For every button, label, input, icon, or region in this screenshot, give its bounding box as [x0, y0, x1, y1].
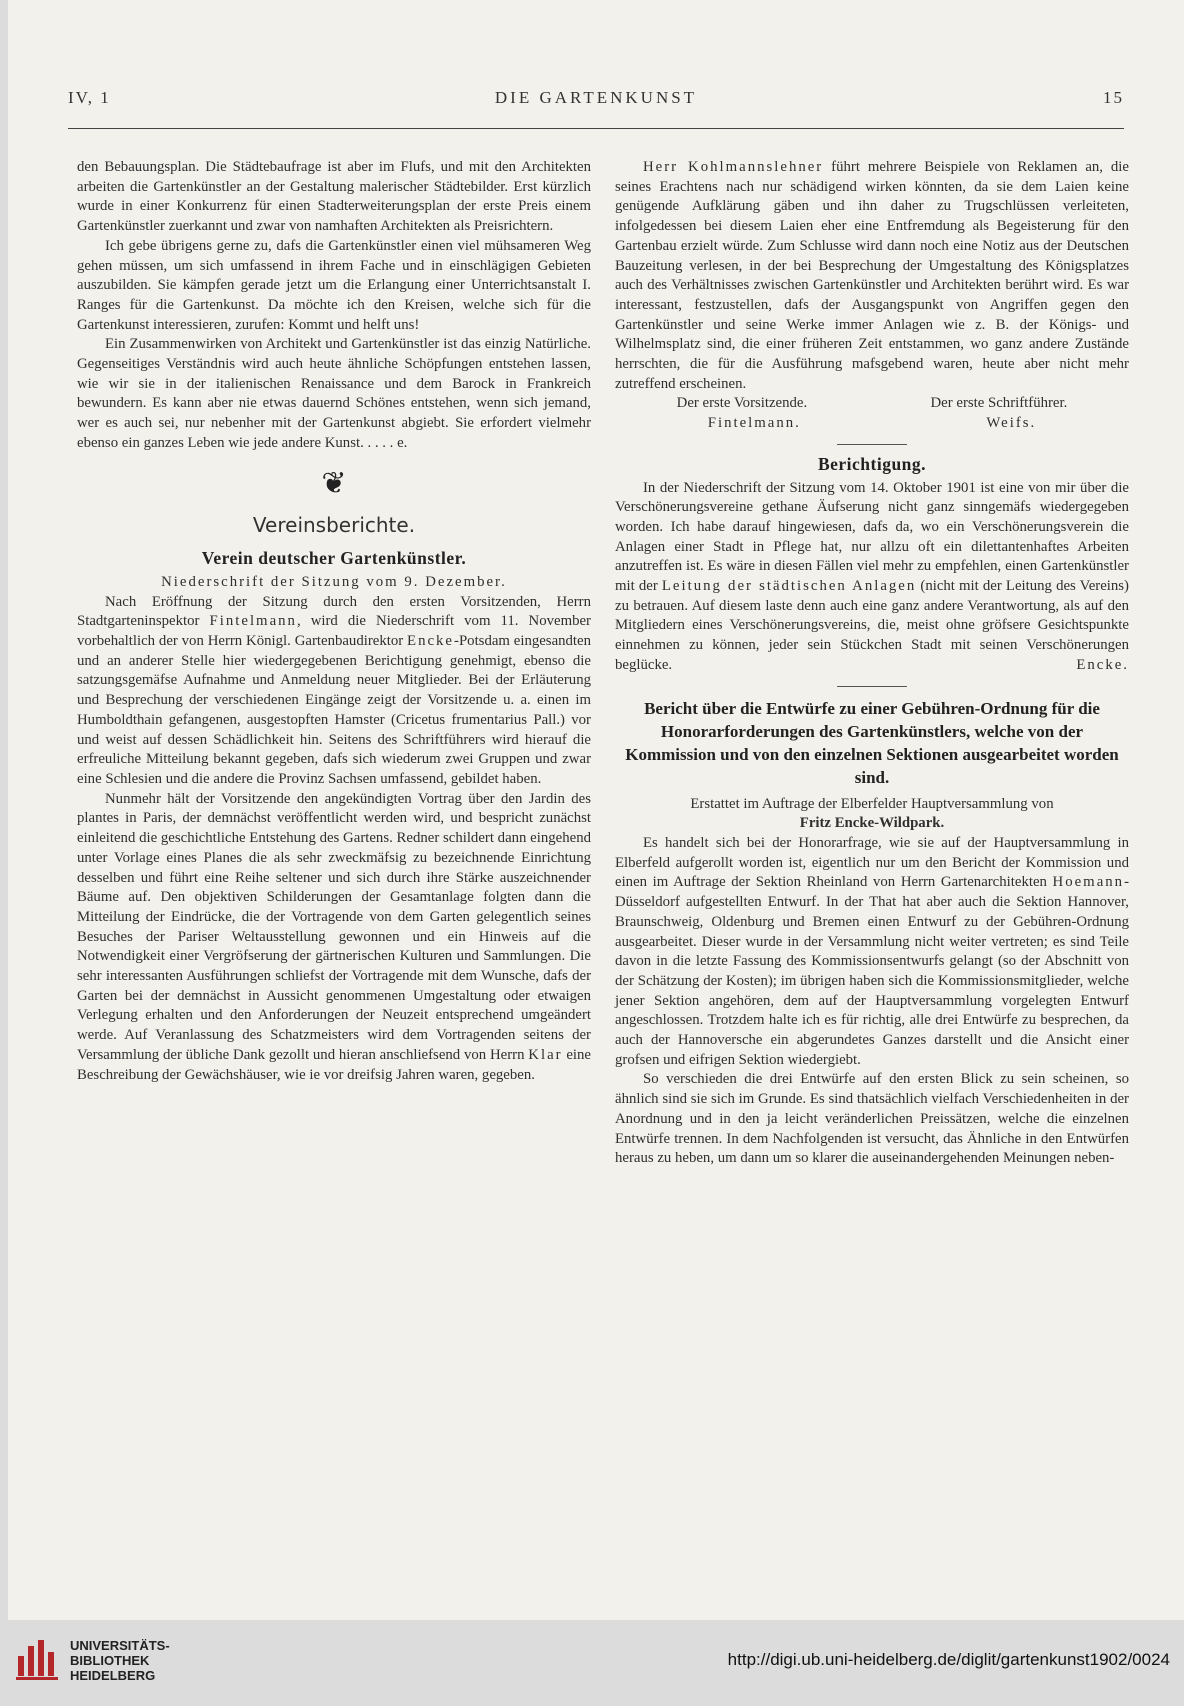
paragraph: Ein Zusammenwirken von Architekt und Gartenkünstler ist das einzig Natürliche. Gegenseitiges Verständnis wird auch heute ähnliche Schöpfungen entstehen lassen, wie wir sie in der italienischen Renaissance und dem Barock in Frankreich bewundern. Es kann aber nie etwas dauernd Schönes entstehen, wenn sich jemand, wer es auch sei, nur nebenher mit der Gartenkunst abgiebt. Sie erfordert vielmehr ebenso ein ganzes Leben wie jede andere Kunst. . . . . e.: [77, 336, 591, 451]
paragraph: Nunmehr hält der Vorsitzende den angekündigten Vortrag über den Jardin des plantes in Paris, der demnächst veröffentlicht werden wird, und bespricht zunächst einleitend die geschichtliche Entstehung des Gartens. Redner schildert dann eingehend unter Vorlage eines Planes die als sehr zweckmäfsig zu bezeichnende Einrichtung desselben und führt eine Reihe seltener und sich durch ihre Stärke auszeichnender Bäume auf. Den objektiven Schilderungen der Gesamtanlage folgten dann die Mitteilung der Eindrücke, die der Vortragende von dem Garten gelegentlich seines Besuches der Pariser Weltausstellung gewonnen und ein Hinweis auf die Notwendigkeit einer Vergröfserung der gärtnerischen Kulturen und Sammlungen. Die sehr interessanten Ausführungen schliefst der Vortragende mit dem Wunsche, dafs der Garten bei der demnächst in Aussicht genommenen Umgestaltung oder etwaigen Verlegung erhalten und den Anforderungen der Neuzeit entsprechend umgeändert werde. Auf Veranlassung des Schatzmeisters wird dem Vortragenden seitens der Versammlung der übliche Dank gezollt und hieran anschliefsend von Herrn Klar eine Beschreibung der Gewächshäuser, wie ie vor dreifsig Jahren waren, gegeben.: [77, 790, 591, 1083]
signature-roles: Der erste Vorsitzende. Der erste Schriftführer.: [676, 395, 1068, 412]
left-column: [77, 158, 591, 1085]
correction-title: Berichtigung.: [817, 453, 927, 474]
scanned-page: [8, 0, 1184, 1620]
paragraph: Nach Eröffnung der Sitzung durch den ersten Vorsitzenden, Herrn Stadtgarteninspektor Fintelmann, wird die Niederschrift vom 11. November vorbehaltlich der von Herrn Königl. Gartenbaudirektor Encke-Potsdam eingesandten und an anderer Stelle hier wiedergegebenen Berichtigung genehmigt, ebenso die satzungsgemäfse Aufnahme und Anmeldung neuer Mitglieder. Bei der Erläuterung und Besprechung der verschiedenen Eingänge zeigt der Vorsitzende u. a. einen im Humboldthain gefangenen, ausgestopften Hamster (Cricetus frumentarius Pall.) vor und weist auf dessen Schädlichkeit hin. Seitens des Schriftführers wird hierauf die erfreuliche Mitteilung bekannt gegeben, dafs sich wiederum zwei Gruppen und zwar eine Schlesien und die andere die Provinz Sachsen umfassend, gebildet haben.: [77, 593, 592, 787]
paragraph: Herr Kohlmannslehner führt mehrere Beispiele von Reklamen an, die seines Erachtens nach nur schädigend wirken könnten, da sie dem Laien keine genügende Aufklärung gäben und ihn daher zu Trugschlüssen verleiteten, infolgedessen bei diesem Laien eher eine Entfremdung als Begeisterung für den Gartenbau erzielt würde. Zum Schlusse wird dann noch eine Notiz aus der Deutschen Bauzeitung verlesen, in der bei Besprechung der Umgestaltung des Königsplatzes auch des Verhältnisses zwischen Gartenkünstler und Architekten berührt wird. Es war interessant, festzustellen, dafs der Ausgangspunkt von Angriffen gegen den Gartenkünstler und seine Werke immer Anlagen wie z. B. der Königs- und Wilhelmsplatz sind, die einer früheren Zeit entstammen, wo ganz andere Zustände herrschten, die für die Ausführung mafsgebend waren, heute aber nicht mehr zutreffend erscheinen.: [615, 159, 1129, 392]
paragraph: So verschieden die drei Entwürfe auf den ersten Blick zu sein scheinen, so ähnlich sind sie sich im Grunde. Es sind thatsächlich vielfach Verschiedenheiten in der Anordnung und in den ja leicht veränderlichen Preissätzen, welche die einzelnen Entwürfe trennen. In dem Nachfolgenden ist versucht, das Ähnliche in den Entwürfen heraus zu heben, um dann um so klarer die auseinandergehenden Meinungen neben-: [615, 1071, 1129, 1167]
volume-number: IV, 1: [68, 88, 111, 107]
library-footer: [0, 1620, 1184, 1706]
paragraph: den Bebauungsplan. Die Städtebaufrage ist aber im Flufs, und mit den Architekten arbeiten die Gartenkünstler an der Gestaltung malerischer Städtebilder. Erst kürzlich wurde in einer Konkurrenz für einen Stadterweiterungsplan der erste Preis einem Gartenkünstler zuerkannt und zwar von namhaften Architekten als Preisrichtern.: [77, 159, 591, 235]
paragraph: Ich gebe übrigens gerne zu, dafs die Gartenkünstler einen viel mühsameren Weg gehen müssen, um sich umfassend in ihrem Fache und in einschlägigen Gebieten auszubilden. Sie kämpfen gerade jetzt um die Erlangung einer Unterrichtsanstalt I. Ranges für die Gartenkunst. Da möchte ich den Kreisen, welche sich für die Gartenkunst interessieren, zurufen: Kommt und helft uns!: [77, 237, 591, 333]
right-column: [615, 158, 1129, 1169]
library-logo-icon: [14, 1636, 60, 1682]
report-byline: Erstattet im Auftrage der Elberfelder Hauptversammlung von: [690, 795, 1054, 812]
signature-names: Fintelmann. Weifs.: [707, 415, 1037, 432]
permalink[interactable]: http://digi.ub.uni-heidelberg.de/diglit/gartenkunst1902/0024: [727, 1650, 1170, 1669]
club-title: Verein deutscher Gartenkünstler.: [201, 548, 467, 569]
report-author: Fritz Encke-Wildpark.: [799, 815, 945, 832]
flower-ornament-icon: ❦: [321, 466, 347, 500]
paragraph: In der Niederschrift der Sitzung vom 14. Oktober 1901 ist eine von mir über die Verschönerungsvereine gethane Äufserung nicht ganz sinngemäfs wiedergegeben worden. Ich habe darauf hingewiesen, dafs da, wo ein Verschönerungsverein die Anlagen einer Stadt in Pflege hat, nur allzu oft ein dilettantenhaftes Arbeiten anzutreffen ist. Es wäre in diesen Fällen viel mehr zu empfehlen, einen Gartenkünstler mit der Leitung der städtischen Anlagen (nicht mit der Leitung des Vereins) zu betrauen. Auf diesem laste denn auch eine ganz andere Verantwortung, als auf den Mitgliedern eines Verschönerungsvereins, die, meist ohne gröfsere Gesichtspunkte einnehmen zu können, jeder sein Stückchen Stadt mit seinen Verschönerungen beglücke. Encke.: [615, 479, 1129, 676]
header-rule: [68, 128, 1124, 129]
minutes-title: Niederschrift der Sitzung vom 9. Dezember.: [161, 573, 507, 590]
page-number: 15: [1103, 88, 1124, 107]
divider: [837, 444, 907, 445]
running-header: [68, 82, 1124, 112]
report-title: Bericht über die Entwürfe zu einer Gebühren-Ordnung für die Honorarforderungen des Gartenkünstlers, welche von der Kommission und von den einzelnen Sektionen ausgearbeitet worden sind.: [625, 698, 1119, 787]
divider: [837, 686, 907, 687]
section-title: Vereinsberichte.: [252, 512, 416, 537]
author-initial: . . . . e.: [367, 434, 408, 451]
signature: Encke.: [1076, 656, 1129, 673]
library-name: UNIVERSITÄTS- BIBLIOTHEK HEIDELBERG: [70, 1638, 170, 1683]
paragraph: Es handelt sich bei der Honorarfrage, wie sie auf der Hauptversammlung in Elberfeld aufgerollt worden ist, eigentlich nur um den Bericht der Kommission und einen im Auftrage der Sektion Rheinland von Herrn Gartenarchitekten Hoemann-Düsseldorf aufgestellten Entwurf. In der That hat aber auch die Sektion Hannover, Braunschweig, Oldenburg und Bremen einen Entwurf zu der Gebühren-Ordnung ausgearbeitet. Dieser wurde in der Versammlung nicht weiter vertreten; es sind Teile davon in die letzte Fassung des Kommissionsentwurfs gelangt (so der Abschnitt von der Schätzung der Kosten); im übrigen haben sich die Kommissionsmitglieder, welche jener Sektion angehören, dem auf der Hauptversammlung vorgelegten Entwurf angeschlossen. Trotzdem halte ich es für richtig, alle drei Entwürfe zu besprechen, da auch der Hannoversche ein abgerundetes Ganzes darstellt und die Ansicht einer grofsen und eifrigen Sektion wiedergiebt.: [615, 834, 1129, 1068]
journal-title: DIE GARTENKUNST: [494, 88, 698, 107]
